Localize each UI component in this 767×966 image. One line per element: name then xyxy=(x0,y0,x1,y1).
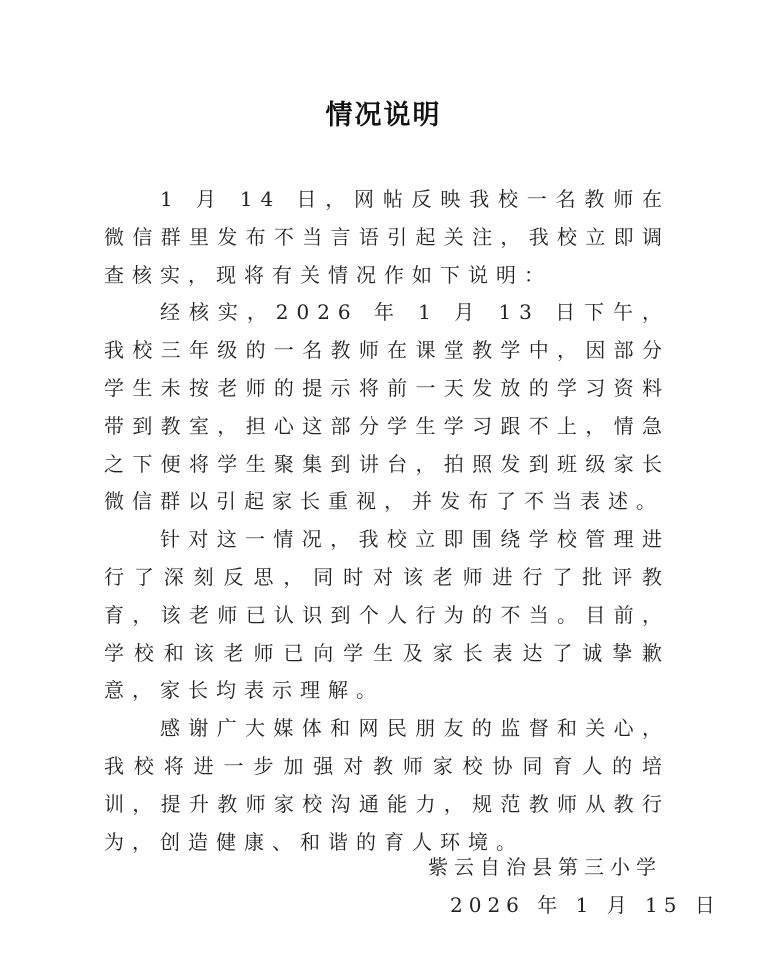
signature-date: 2026 年 1 月 15 日 xyxy=(450,893,721,917)
paragraph-thanks: 感谢广大媒体和网民朋友的监督和关心，我校将进一步加强对教师家校协同育人的培训，提升教师家校沟通能力，规范教师从教行为，创造健康、和谐的育人环境。 xyxy=(104,716,670,854)
signature-organization: 紫云自治县第三小学 xyxy=(428,855,662,879)
paragraph-response: 针对这一情况，我校立即围绕学校管理进行了深刻反思，同时对该老师进行了批评教育，该老师已认识到个人行为的不当。目前，学校和该老师已向学生及家长表达了诚挚歉意，家长均表示理解。 xyxy=(104,527,670,703)
paragraph-findings: 经核实，2026 年 1 月 13 日下午，我校三年级的一名教师在课堂教学中，因部分学生未按老师的提示将前一天发放的学习资料带到教室，担心这部分学生学习跟不上，情急之下便将学生聚集到讲台，拍照发到班级家长微信群以引起家长重视，并发布了不当表述。 xyxy=(104,300,670,514)
document-body xyxy=(104,181,670,861)
paragraph-intro: 1 月 14 日，网帖反映我校一名教师在微信群里发布不当言语引起关注，我校立即调查核实，现将有关情况作如下说明： xyxy=(104,187,670,287)
document-title: 情况说明 xyxy=(325,100,442,131)
signature-block xyxy=(428,848,721,924)
